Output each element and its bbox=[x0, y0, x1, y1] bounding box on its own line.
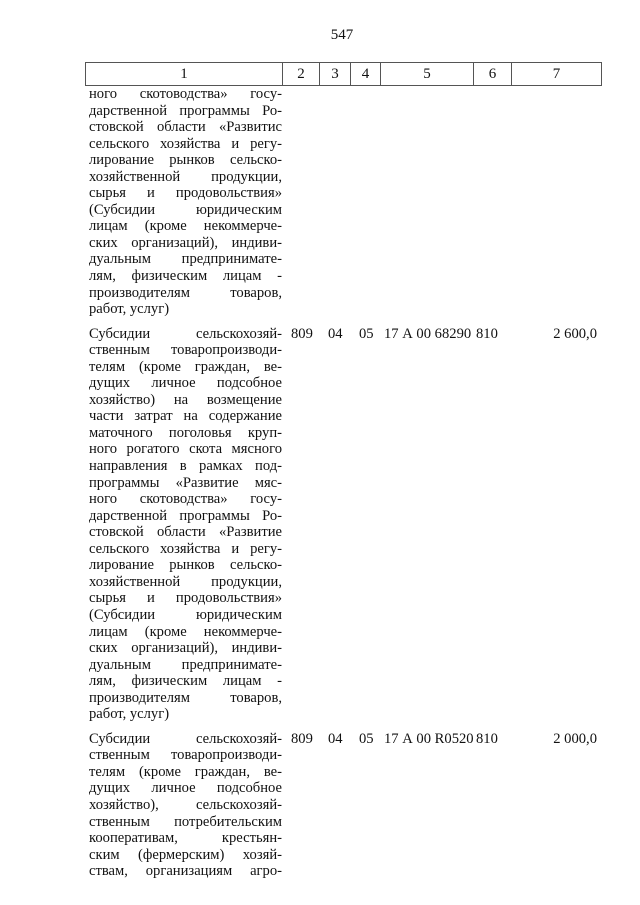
description-line: стовской области «Развитие bbox=[89, 524, 282, 541]
expense-type-code: 810 bbox=[476, 325, 498, 342]
description-line: (Субсидии юридическим bbox=[89, 201, 282, 218]
description-line: хозяйство), сельскохозяй- bbox=[89, 796, 282, 813]
ministry-code: 809 bbox=[291, 730, 313, 747]
description-line: ного скотоводства» госу- bbox=[89, 86, 282, 102]
description-line: дущих личное подсобное bbox=[89, 375, 282, 392]
description-line: дуальным предпринимате- bbox=[89, 656, 282, 673]
section-code: 04 bbox=[328, 325, 343, 342]
table-row bbox=[85, 731, 601, 880]
description-line: стовской области «Развитис bbox=[89, 119, 282, 136]
description-line: производителям товаров, bbox=[89, 284, 282, 301]
description-line: ских организаций), индиви- bbox=[89, 640, 282, 657]
description-cell bbox=[85, 731, 282, 880]
description-line: лирование рынков сельско- bbox=[89, 557, 282, 574]
description-line: ским (фермерским) хозяй- bbox=[89, 846, 282, 863]
subsection-code: 05 bbox=[359, 730, 374, 747]
section-code: 04 bbox=[328, 730, 343, 747]
ministry-code: 809 bbox=[291, 325, 313, 342]
description-line: ного скотоводства» госу- bbox=[89, 491, 282, 508]
row-values bbox=[85, 326, 601, 343]
header-col-6: 6 bbox=[474, 63, 512, 86]
expense-type-code: 810 bbox=[476, 730, 498, 747]
description-line: маточного поголовья круп- bbox=[89, 424, 282, 441]
header-row bbox=[86, 63, 602, 86]
description-line: производителям товаров, bbox=[89, 689, 282, 706]
description-line: сырья и продовольствия» bbox=[89, 590, 282, 607]
description-cell bbox=[85, 86, 282, 318]
target-article-code: 17 А 00 68290 bbox=[384, 325, 472, 342]
description-line: ного рогатого скота мясного bbox=[89, 441, 282, 458]
target-article-code: 17 А 00 R0520 bbox=[384, 730, 474, 747]
page-number: 547 bbox=[330, 27, 354, 43]
description-line: части затрат на содержание bbox=[89, 408, 282, 425]
description-line: хозяйство) на возмещение bbox=[89, 391, 282, 408]
description-line: хозяйственной продукции, bbox=[89, 168, 282, 185]
description-line: сырья и продовольствия» bbox=[89, 185, 282, 202]
description-line: ских организаций), индиви- bbox=[89, 234, 282, 251]
header-col-3: 3 bbox=[320, 63, 351, 86]
description-line: лям, физическим лицам - bbox=[89, 268, 282, 285]
header-col-1: 1 bbox=[86, 63, 283, 86]
description-line: работ, услуг) bbox=[89, 301, 170, 318]
description-line: направления в рамках под- bbox=[89, 458, 282, 475]
description-line: лям, физическим лицам - bbox=[89, 673, 282, 690]
description-line: сельского хозяйства и регу- bbox=[89, 540, 282, 557]
description-line: лицам (кроме некоммерче- bbox=[89, 218, 282, 235]
description-line: хозяйственной продукции, bbox=[89, 573, 282, 590]
description-line: сельского хозяйства и регу- bbox=[89, 135, 282, 152]
table-body bbox=[85, 86, 601, 888]
row-values bbox=[85, 731, 601, 748]
table-row bbox=[85, 86, 601, 318]
description-line: ственным потребительским bbox=[89, 813, 282, 830]
amount: 2 000,0 bbox=[553, 730, 597, 747]
description-line: программы «Развитие мяс- bbox=[89, 474, 282, 491]
description-line: лицам (кроме некоммерче- bbox=[89, 623, 282, 640]
description-line: ственным товаропроизводи- bbox=[89, 342, 282, 359]
description-line: дуальным предпринимате- bbox=[89, 251, 282, 268]
description-line: работ, услуг) bbox=[89, 706, 170, 723]
description-line: ственным товаропроизводи- bbox=[89, 747, 282, 764]
description-line: дарственной программы Ро- bbox=[89, 102, 282, 119]
description-line: Субсидии сельскохозяй- bbox=[89, 730, 282, 747]
subsection-code: 05 bbox=[359, 325, 374, 342]
description-line: лирование рынков сельско- bbox=[89, 152, 282, 169]
description-cell bbox=[85, 326, 282, 723]
description-line: дарственной программы Ро- bbox=[89, 507, 282, 524]
table-header bbox=[85, 62, 602, 86]
header-col-7: 7 bbox=[512, 63, 602, 86]
description-line: телям (кроме граждан, ве- bbox=[89, 358, 282, 375]
description-line: дущих личное подсобное bbox=[89, 780, 282, 797]
amount: 2 600,0 bbox=[553, 325, 597, 342]
description-line: кооперативам, крестьян- bbox=[89, 830, 282, 847]
header-col-2: 2 bbox=[283, 63, 320, 86]
description-line: Субсидии сельскохозяй- bbox=[89, 325, 282, 342]
description-line: (Субсидии юридическим bbox=[89, 606, 282, 623]
header-col-4: 4 bbox=[351, 63, 381, 86]
table-row bbox=[85, 326, 601, 723]
header-col-5: 5 bbox=[381, 63, 474, 86]
description-line: ствам, организациям агро- bbox=[89, 863, 282, 880]
description-line: телям (кроме граждан, ве- bbox=[89, 763, 282, 780]
